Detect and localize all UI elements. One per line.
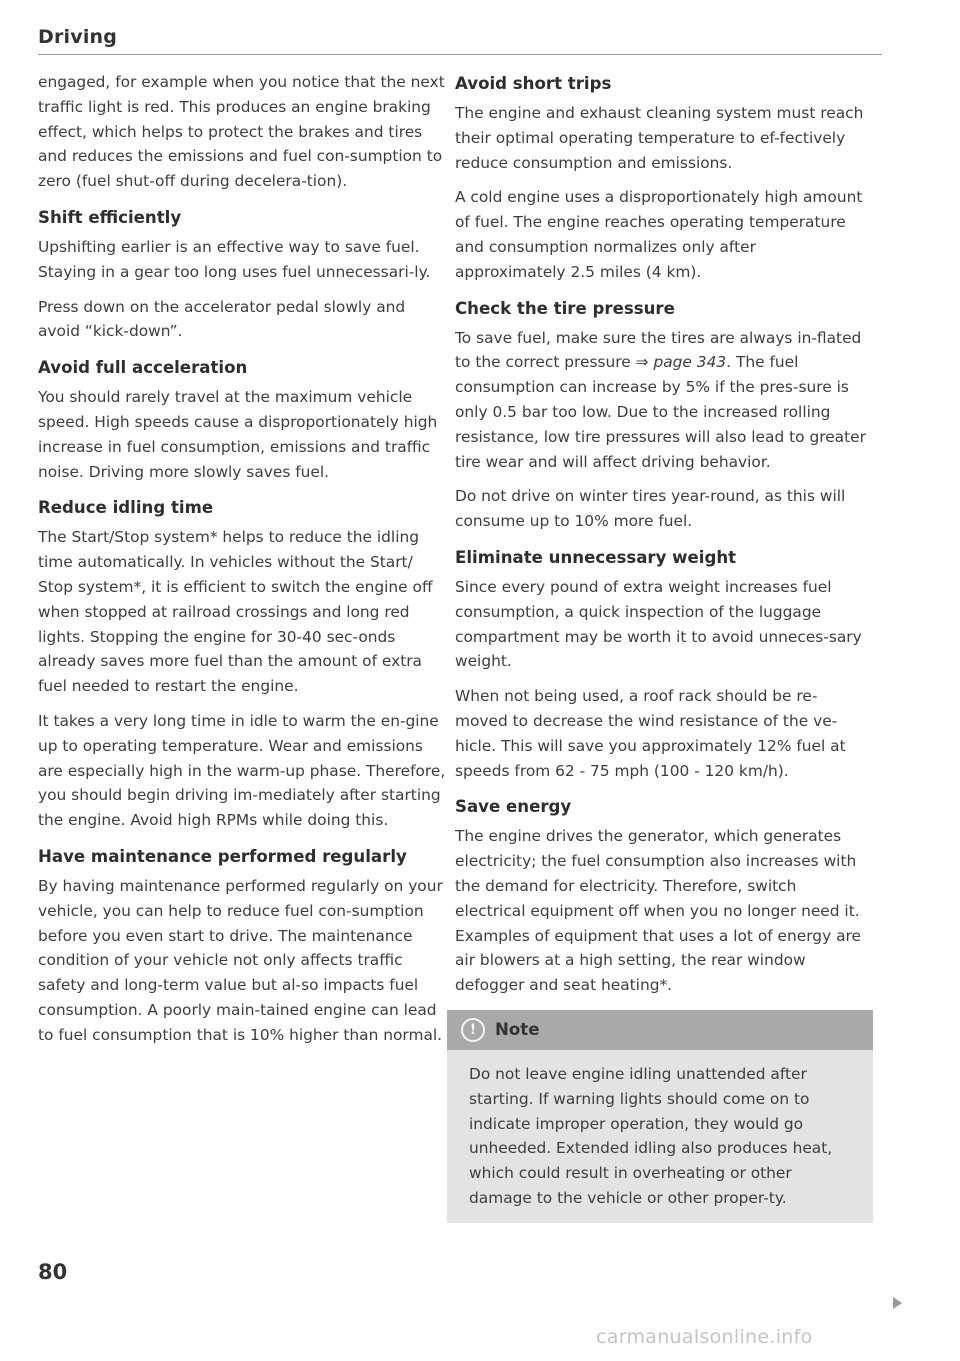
watermark: carmanualsonline.info (596, 1326, 813, 1348)
continued-arrow-icon (893, 1297, 902, 1309)
paragraph: Upshifting earlier is an effective way to save fuel. Staying in a gear too long uses fuel unnecessari-ly. (38, 237, 431, 281)
page-section-title: Driving (38, 26, 118, 48)
paragraph (455, 326, 867, 475)
section-heading: Avoid short trips (455, 74, 612, 93)
section-heading: Save energy (455, 797, 572, 817)
paragraph: engaged, for example when you notice that the next traffic light is red. This produces an engine braking effect, which helps to protect the brakes and tires and reduces the emissions and fuel con-sumption to zero (fuel shut-off during decelera-tion). (38, 73, 445, 191)
paragraph-text: . The fuel consumption can increase by 5% if the pres-sure is only 0.5 bar too low. Due to the increased rolling resistance, low tire pressures will also lead to greater tire wear and will affect driving behavior. (455, 353, 866, 471)
exclamation-circle-icon: ! (461, 1018, 485, 1042)
section-heading: Avoid full acceleration (38, 358, 248, 378)
page-reference-link[interactable]: ⇒ page 343 (635, 353, 727, 372)
page-number: 80 (38, 1260, 68, 1284)
paragraph-text: To save fuel, make sure the tires are always in-flated to the correct pressure (455, 328, 862, 372)
paragraph: Press down on the accelerator pedal slowly and avoid “kick-down”. (38, 297, 406, 341)
section-heading: Check the tire pressure (455, 298, 675, 318)
note-title: Note (495, 1020, 540, 1040)
paragraph: Do not drive on winter tires year-round, as this will consume up to 10% more fuel. (455, 487, 846, 531)
paragraph: When not being used, a roof rack should be re-moved to decrease the wind resistance of the ve-hicle. This will save you approximately 12% fuel at speeds from 62 - 75 mph (100 - 120 km/h). (455, 687, 846, 780)
paragraph: A cold engine uses a disproportionately high amount of fuel. The engine reaches operating temperature and consumption normalizes only after approximately 2.5 miles (4 km). (455, 188, 863, 281)
note-text: Do not leave engine idling unattended after starting. If warning lights should come on to indicate improper operation, they would go unheeded. Extended idling also produces heat, which could result in overheating or other damage to the vehicle or other proper-ty. (469, 1064, 833, 1207)
left-column (38, 70, 450, 1058)
note-header (447, 1010, 873, 1050)
paragraph: By having maintenance performed regularly on your vehicle, you can help to reduce fuel con-sumption before you even start to drive. The maintenance condition of your vehicle not only affects traffic safety and long-term value but al-so impacts fuel consumption. A poorly main-tained engine can lead to fuel consumption that is 10% higher than normal. (38, 876, 443, 1044)
section-heading: Shift efficiently (38, 207, 182, 227)
paragraph: The Start/Stop system* helps to reduce the idling time automatically. In vehicles without the Start/ Stop system*, it is efficient to switch the engine off when stopped at railroad crossings and long red lights. Stopping the engine for 30-40 sec-onds already saves more fuel than the amount of extra fuel needed to restart the engine. (38, 528, 433, 696)
note-box (447, 1010, 873, 1223)
right-column (455, 68, 867, 1223)
note-body (447, 1050, 873, 1223)
paragraph: It takes a very long time in idle to warm the en-gine up to operating temperature. Wear and emissions are especially high in the warm-up phase. Therefore, you should begin driving im-mediately after starting the engine. Avoid high RPMs while doing this. (38, 711, 446, 830)
paragraph: The engine drives the generator, which generates electricity; the fuel consumption also increases with the demand for electricity. Therefore, switch electrical equipment off when you no longer need it. Examples of equipment that uses a lot of energy are air blowers at a high setting, the rear window defogger and seat heating*. (455, 827, 861, 995)
paragraph: Since every pound of extra weight increases fuel consumption, a quick inspection of the luggage compartment may be worth it to avoid unneces-sary weight. (455, 577, 862, 671)
header-divider (38, 54, 882, 55)
section-heading: Have maintenance performed regularly (38, 846, 407, 866)
section-heading: Reduce idling time (38, 498, 214, 518)
section-heading: Eliminate unnecessary weight (455, 547, 737, 567)
paragraph: You should rarely travel at the maximum vehicle speed. High speeds cause a disproportionately high increase in fuel consumption, emissions and traffic noise. Driving more slowly saves fuel. (38, 388, 438, 481)
paragraph: The engine and exhaust cleaning system must reach their optimal operating temperature to ef-fectively reduce consumption and emissions. (455, 104, 864, 172)
